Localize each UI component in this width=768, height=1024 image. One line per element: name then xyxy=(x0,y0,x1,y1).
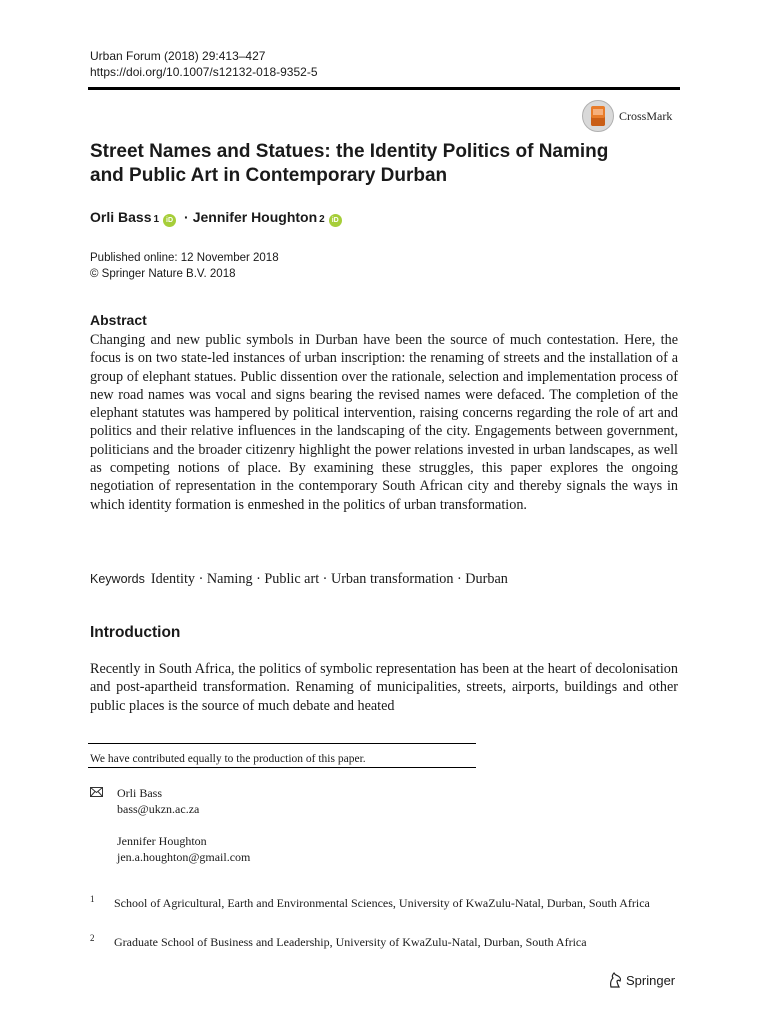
springer-horse-icon xyxy=(608,972,622,988)
contact-email[interactable]: bass@ukzn.ac.za xyxy=(117,802,200,816)
journal-header xyxy=(90,48,318,80)
affiliation-text: Graduate School of Business and Leadership, University of KwaZulu-Natal, Durban, South Africa xyxy=(114,935,587,949)
crossmark-icon xyxy=(582,100,614,132)
contact-name: Orli Bass xyxy=(117,786,162,800)
contact-email[interactable]: jen.a.houghton@gmail.com xyxy=(117,850,251,864)
envelope-icon xyxy=(90,787,103,797)
title-line-2: and Public Art in Contemporary Durban xyxy=(90,165,448,186)
author-name[interactable]: Jennifer Houghton xyxy=(192,209,318,225)
affiliation-text: School of Agricultural, Earth and Environmental Sciences, University of KwaZulu-Natal, Durban, South Africa xyxy=(114,896,650,910)
affiliation-ref: 1 xyxy=(153,214,160,225)
affiliation-number: 2 xyxy=(90,933,95,943)
orcid-icon[interactable]: iD xyxy=(329,214,342,227)
introduction-heading: Introduction xyxy=(90,624,181,641)
publication-info xyxy=(90,250,279,282)
keywords-label: Keywords xyxy=(90,572,145,586)
affiliation-ref: 2 xyxy=(319,214,325,225)
author-separator: · xyxy=(184,209,189,225)
contribution-note: We have contributed equally to the production of this paper. xyxy=(90,753,366,765)
orcid-icon[interactable]: iD xyxy=(163,214,176,227)
contact-name: Jennifer Houghton xyxy=(117,834,207,848)
published-date: Published online: 12 November 2018 xyxy=(90,252,279,264)
keywords xyxy=(90,570,508,588)
publisher-name: Springer xyxy=(626,972,676,988)
footnote-rule-top xyxy=(88,743,476,744)
publisher-logo xyxy=(608,972,675,988)
abstract-text: Changing and new public symbols in Durban have been the source of much contestation. Here, the focus is on two state-led instances of urban inscription: the renaming of streets and the installation of a group of elephant statues. Public dissention over the rationale, selection and implementation process of new road names was vocal and signs bearing the revised names were defaced. The completion of the elephant statutes was hampered by political intervention, raising concerns regarding the role of art and politics and their relative influences in the landscaping of the city. Engagements between government, politicians and the broader citizenry highlight the power relations invested in urban landscapes, as well as competing notions of place. By examining these struggles, this paper explores the ongoing negotiation of representation in the contemporary South African city and thereby signals the ways in which identity formation is enmeshed in the politics of urban transformation. xyxy=(90,332,678,513)
doi-link[interactable]: https://doi.org/10.1007/s12132-018-9352-5 xyxy=(90,65,318,79)
header-rule xyxy=(88,87,680,90)
abstract-heading: Abstract xyxy=(90,312,147,328)
title-line-1: Street Names and Statues: the Identity Politics of Naming xyxy=(90,141,609,162)
introduction-text: Recently in South Africa, the politics of symbolic representation has been at the heart of decolonisation and post-apartheid transformation. Renaming of municipalities, streets, airports, buildings and other public places is the source of much debate and heated xyxy=(90,661,678,714)
author-name[interactable]: Orli Bass xyxy=(90,209,152,225)
author-list xyxy=(90,207,346,230)
footnote-rule-bottom xyxy=(88,767,476,768)
copyright: © Springer Nature B.V. 2018 xyxy=(90,268,236,280)
affiliation-number: 1 xyxy=(90,894,95,904)
keywords-list: Identity · Naming · Public art · Urban transformation · Durban xyxy=(150,571,508,587)
crossmark-label: CrossMark xyxy=(619,108,673,123)
crossmark-badge[interactable] xyxy=(582,97,682,135)
journal-citation: Urban Forum (2018) 29:413–427 xyxy=(90,49,266,63)
paper-title xyxy=(90,140,650,188)
